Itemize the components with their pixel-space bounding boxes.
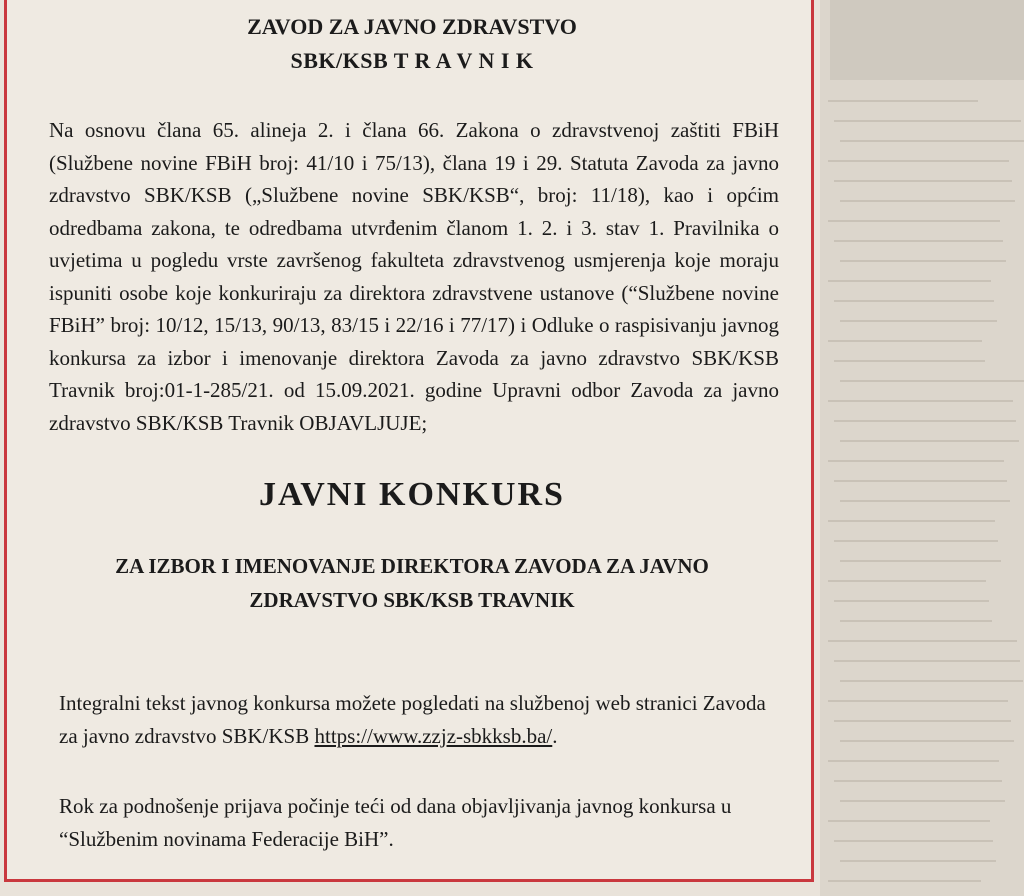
newsprint-line — [834, 600, 989, 602]
newsprint-line — [840, 740, 1014, 742]
newsprint-line — [828, 400, 1013, 402]
adjacent-photo — [830, 0, 1024, 80]
intro-paragraph: Na osnovu člana 65. alineja 2. i člana 66. Zakona o zdravstvenoj zaštiti FBiH (Službene novine FBiH broj: 41/10 i 75/13), člana 19 i 29. Statuta Zavoda za javno zdravstvo SBK/KSB („Službene novine SBK/KSB“, broj: 11/18), kao i općim odredbama zakona, te odredbama utvrđenim članom 1. 2. i 3. stav 1. Pravilnika o uvjetima u pogledu vrste završenog fakulteta zdravstvenog usmjerenja koje moraju ispuniti osobe koje konkuriraju za direktora zdravstvene ustanove (“Službene novine FBiH” broj: 10/12, 15/13, 90/13, 83/15 i 22/16 i 77/17) i Odluke o raspisivanju javnog konkursa za izbor i imenovanje direktora Zavoda za javno zdravstvo SBK/KSB Travnik broj:01-1-285/21. od 15.09.2021. godine Upravni odbor Zavoda za javno zdravstvo SBK/KSB Travnik OBJAVLJUJE; — [49, 118, 779, 435]
newsprint-line — [834, 420, 1016, 422]
website-period: . — [552, 724, 558, 748]
newsprint-line — [828, 640, 1017, 642]
newsprint-line — [834, 300, 994, 302]
newsprint-line — [828, 820, 990, 822]
newsprint-line — [840, 380, 1024, 382]
newsprint-line — [828, 700, 1008, 702]
announcement-box — [4, 0, 814, 882]
website-text: Integralni tekst javnog konkursa možete pogledati na službenoj web stranici Zavoda za javno zdravstvo SBK/KSB — [59, 691, 766, 748]
website-paragraph — [59, 687, 779, 753]
newsprint-line — [840, 200, 1015, 202]
newsprint-line — [834, 480, 1007, 482]
newsprint-line — [834, 720, 1011, 722]
newsprint-line — [828, 220, 1000, 222]
newsprint-line — [828, 100, 978, 102]
newsprint-line — [840, 440, 1019, 442]
newsprint-line — [834, 180, 1012, 182]
newsprint-line — [840, 680, 1023, 682]
newsprint-line — [828, 460, 1004, 462]
subtitle-line2: ZDRAVSTVO SBK/KSB TRAVNIK — [249, 588, 575, 612]
newsprint-line — [834, 540, 998, 542]
subtitle-line1: ZA IZBOR I IMENOVANJE DIREKTORA ZAVODA ZA JAVNO — [115, 554, 709, 578]
announcement-title: JAVNI KONKURS — [259, 476, 565, 513]
newsprint-line — [840, 800, 1005, 802]
newsprint-line — [840, 560, 1001, 562]
newsprint-line — [828, 580, 986, 582]
newsprint-line — [834, 240, 1003, 242]
org-name-line2: SBK/KSB T R A V N I K — [290, 48, 534, 73]
deadline-paragraph: Rok za podnošenje prijava počinje teći od dana objavljivanja javnog konkursa u “Službenim novinama Federacije BiH”. — [59, 794, 732, 851]
newsprint-line — [840, 500, 1010, 502]
newsprint-line — [834, 840, 993, 842]
newsprint-line — [834, 660, 1020, 662]
newsprint-line — [834, 780, 1002, 782]
newsprint-line — [834, 120, 1021, 122]
newsprint-line — [828, 280, 991, 282]
newsprint-line — [840, 140, 1024, 142]
newsprint-line — [840, 260, 1006, 262]
newsprint-line — [840, 860, 996, 862]
adjacent-newsprint — [820, 0, 1024, 896]
newsprint-line — [834, 360, 985, 362]
newsprint-line — [828, 760, 999, 762]
newsprint-line — [828, 160, 1009, 162]
newsprint-line — [828, 520, 995, 522]
newsprint-line — [840, 620, 992, 622]
newsprint-line — [828, 340, 982, 342]
website-link[interactable]: https://www.zzjz-sbkksb.ba/ — [314, 724, 553, 748]
newsprint-line — [828, 880, 981, 882]
newsprint-line — [840, 320, 997, 322]
org-name-line1: ZAVOD ZA JAVNO ZDRAVSTVO — [247, 14, 577, 39]
